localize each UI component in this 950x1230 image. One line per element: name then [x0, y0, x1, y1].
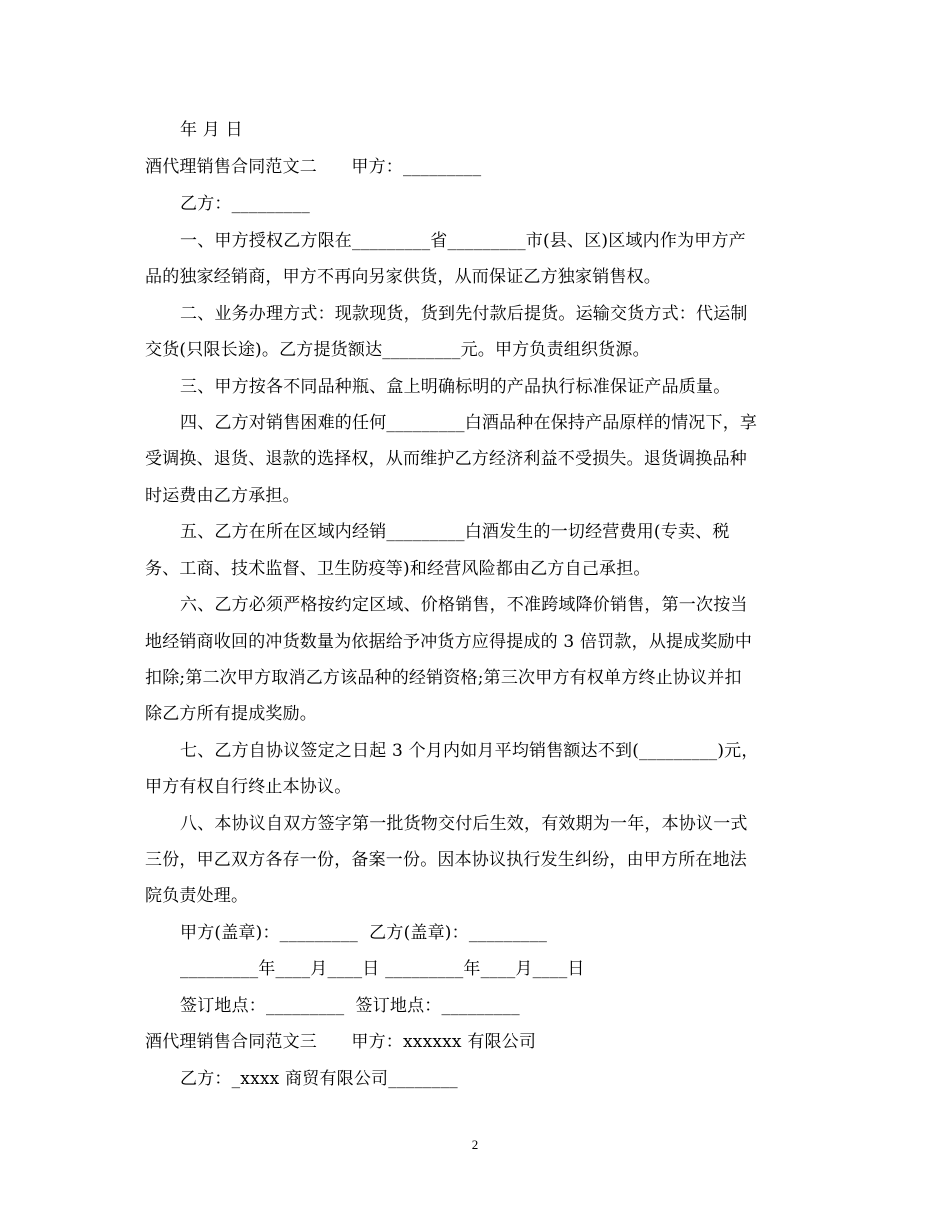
clause-eight-line-3: 院负责处理。	[145, 886, 249, 906]
clause-two-line-2: 交货(只限长途)。乙方提货额达_________元。甲方负责组织货源。	[145, 340, 650, 360]
clause-five-line-2: 务、工商、技术监督、卫生防疫等)和经营风险都由乙方自己承担。	[145, 559, 651, 579]
contract-three-title: 酒代理销售合同范文三 甲方：xxxxxx 有限公司	[145, 1032, 537, 1052]
clause-one-line-2: 品的独家经销商，甲方不再向另家供货，从而保证乙方独家销售权。	[145, 267, 661, 287]
clause-four-line-3: 时运费由乙方承担。	[145, 486, 300, 506]
signature-date-line: _________年____月____日 _________年____月____日	[180, 959, 585, 979]
clause-six-line-2: 地经销商收回的冲货数量为依据给予冲货方应得提成的 3 倍罚款，从提成奖励中	[145, 632, 753, 652]
contract-two-title: 酒代理销售合同范文二 甲方：_________	[145, 157, 482, 177]
clause-six-line-4: 除乙方所有提成奖励。	[145, 704, 317, 724]
party-b-line: 乙方：_________	[180, 194, 310, 214]
clause-two-line-1: 二、业务办理方式：现款现货，货到先付款后提货。运输交货方式：代运制	[180, 304, 748, 324]
date-line: 年 月 日	[180, 120, 243, 140]
signing-place-line: 签订地点：_________ 签订地点：_________	[180, 996, 520, 1016]
page-number: 2	[471, 1137, 479, 1152]
clause-six-line-3: 扣除;第二次甲方取消乙方该品种的经销资格;第三次甲方有权单方终止协议并扣	[145, 668, 742, 688]
clause-eight-line-1: 八、本协议自双方签字第一批货物交付后生效，有效期为一年，本协议一式	[180, 814, 748, 834]
clause-seven-line-2: 甲方有权自行终止本协议。	[145, 777, 352, 797]
clause-three: 三、甲方按各不同品种瓶、盒上明确标明的产品执行标准保证产品质量。	[180, 377, 731, 397]
clause-five-line-1: 五、乙方在所在区域内经销_________白酒发生的一切经营费用(专卖、税	[180, 522, 730, 542]
contract-three-party-b: 乙方：_xxxx 商贸有限公司________	[180, 1069, 458, 1089]
clause-one-line-1: 一、甲方授权乙方限在_________省_________市(县、区)区域内作为甲方产	[180, 231, 746, 251]
clause-four-line-1: 四、乙方对销售困难的任何_________白酒品种在保持产品原样的情况下，享	[180, 413, 758, 433]
signature-line: 甲方(盖章)：_________ 乙方(盖章)：_________	[180, 923, 548, 943]
clause-seven-line-1: 七、乙方自协议签定之日起 3 个月内如月平均销售额达不到(_________)元，	[180, 741, 759, 761]
clause-eight-line-2: 三份，甲乙双方各存一份，备案一份。因本协议执行发生纠纷，由甲方所在地法	[145, 850, 747, 870]
clause-six-line-1: 六、乙方必须严格按约定区域、价格销售，不准跨域降价销售，第一次按当	[180, 595, 748, 615]
clause-four-line-2: 受调换、退货、退款的选择权，从而维护乙方经济利益不受损失。退货调换品种	[145, 449, 747, 469]
